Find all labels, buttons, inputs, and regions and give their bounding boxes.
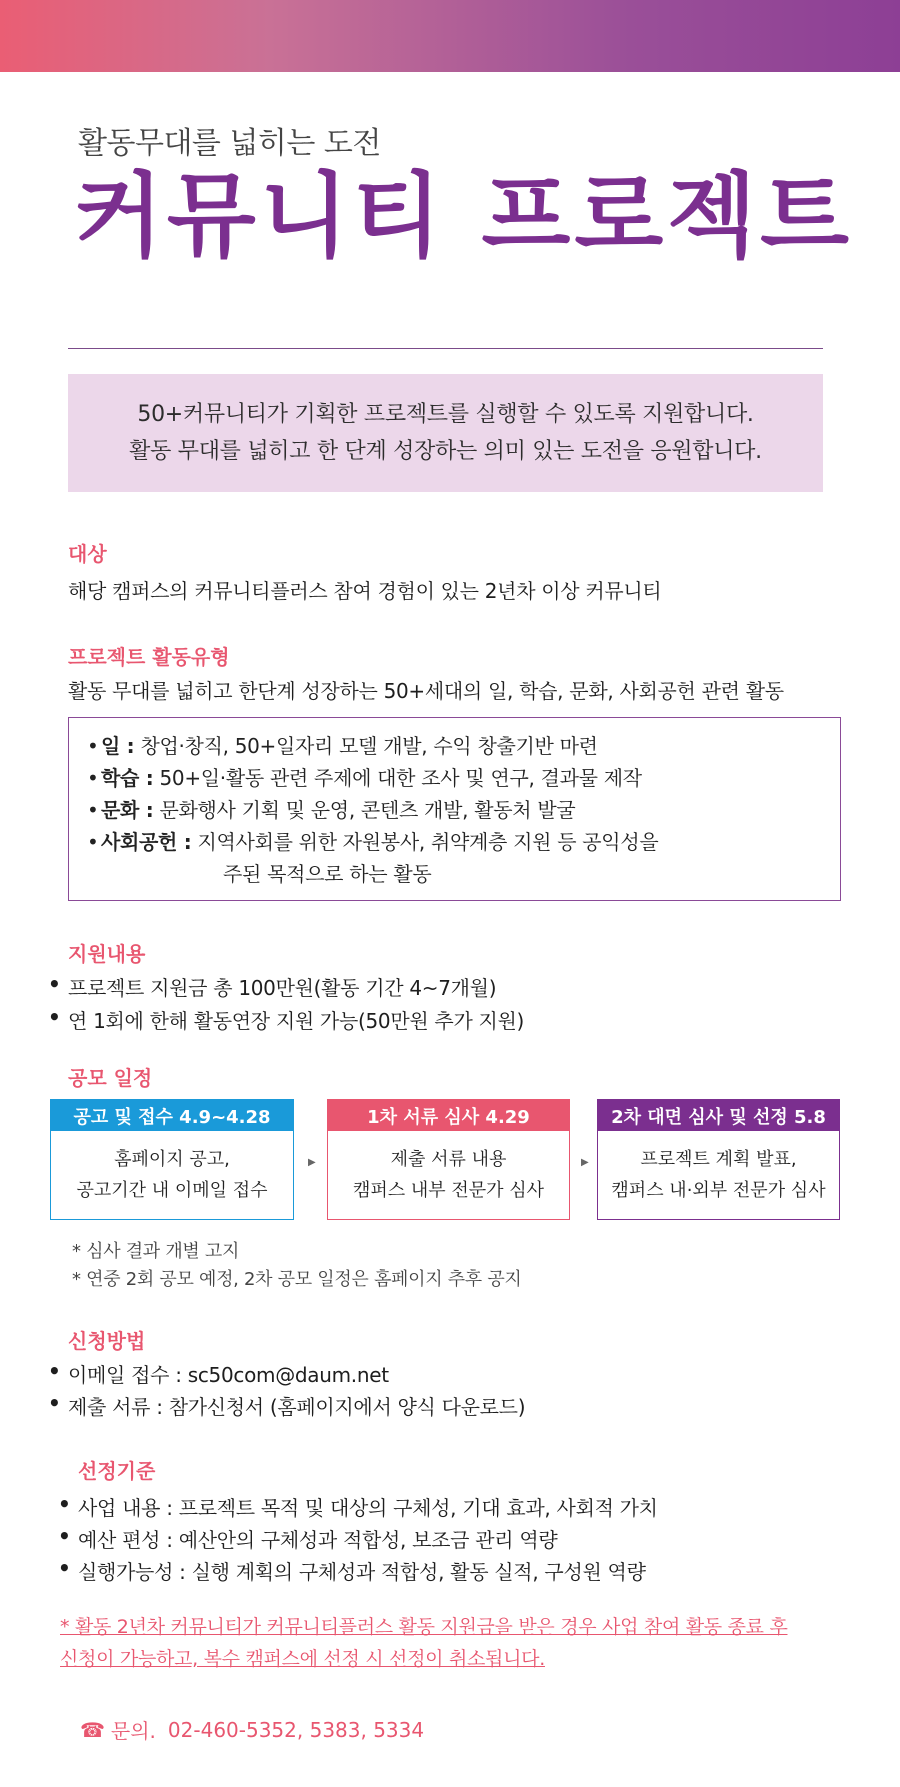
subtitle: 활동무대를 넓히는 도전 — [78, 126, 381, 161]
type-item-learning: • 학습 : 50+일·활동 관련 주제에 대한 조사 및 연구, 결과물 제작 — [87, 766, 642, 790]
warning-line-2: 신청이 가능하고, 복수 캠퍼스에 선정 시 선정이 취소됩니다. — [60, 1648, 545, 1670]
schedule-step-1 — [50, 1099, 294, 1220]
page-title: 커뮤니티 프로젝트 — [74, 163, 854, 270]
divider — [68, 348, 823, 349]
contact-label: 문의. — [110, 1719, 156, 1743]
phone-icon: ☎ — [80, 1717, 105, 1742]
step-line: 홈페이지 공고, — [114, 1149, 230, 1170]
arrow-right-icon: ▶ — [308, 1157, 316, 1168]
schedule-step-2 — [327, 1099, 570, 1220]
criteria-heading: 선정기준 — [78, 1459, 156, 1483]
intro-line-2: 활동 무대를 넓히고 한 단계 성장하는 의미 있는 도전을 응원합니다. — [129, 439, 762, 464]
intro-box — [68, 374, 823, 492]
step-title: 2차 대면 심사 및 선정 5.8 — [598, 1100, 839, 1131]
support-heading: 지원내용 — [68, 942, 146, 966]
type-item-social: • 사회공헌 : 지역사회를 위한 자원봉사, 취약계층 지원 등 공익성을 — [87, 830, 659, 854]
list-item: • 사업 내용 : 프로젝트 목적 및 대상의 구체성, 기대 효과, 사회적 가치 — [58, 1492, 658, 1520]
type-item-culture: • 문화 : 문화행사 기획 및 운영, 콘텐츠 개발, 활동처 발굴 — [87, 798, 576, 822]
contact — [80, 1715, 424, 1744]
activity-types-box — [68, 717, 841, 901]
list-item: • 실행가능성 : 실행 계획의 구체성과 적합성, 활동 실적, 구성원 역량 — [58, 1556, 646, 1584]
top-gradient-bar — [0, 0, 900, 72]
type-item-social-continued: 주된 목적으로 하는 활동 — [223, 862, 432, 886]
types-text: 활동 무대를 넓히고 한단계 성장하는 50+세대의 일, 학습, 문화, 사회공헌 관련 활동 — [68, 679, 784, 703]
type-item-work: • 일 : 창업·창직, 50+일자리 모델 개발, 수익 창출기반 마련 — [87, 734, 598, 758]
schedule-note: * 심사 결과 개별 고지 — [72, 1241, 240, 1262]
apply-heading: 신청방법 — [68, 1329, 146, 1353]
list-item: • 연 1회에 한해 활동연장 지원 가능(50만원 추가 지원) — [48, 1005, 525, 1033]
step-line: 캠퍼스 내·외부 전문가 심사 — [611, 1180, 826, 1201]
list-item: • 예산 편성 : 예산안의 구체성과 적합성, 보조금 관리 역량 — [58, 1524, 558, 1552]
list-item: • 이메일 접수 : sc50com@daum.net — [48, 1359, 389, 1387]
schedule-heading: 공모 일정 — [68, 1066, 153, 1090]
step-line: 공고기간 내 이메일 접수 — [76, 1180, 268, 1201]
arrow-right-icon: ▶ — [581, 1157, 589, 1168]
step-title: 1차 서류 심사 4.29 — [328, 1100, 569, 1131]
step-title: 공고 및 접수 4.9~4.28 — [51, 1100, 293, 1131]
list-item: • 프로젝트 지원금 총 100만원(활동 기간 4~7개월) — [48, 972, 497, 1000]
step-line: 제출 서류 내용 — [390, 1149, 507, 1170]
step-line: 캠퍼스 내부 전문가 심사 — [352, 1180, 545, 1201]
schedule-step-3 — [597, 1099, 840, 1220]
warning-line-1: * 활동 2년차 커뮤니티가 커뮤니티플러스 활동 지원금을 받은 경우 사업 참여 활동 종료 후 — [60, 1616, 788, 1638]
target-text: 해당 캠퍼스의 커뮤니티플러스 참여 경험이 있는 2년차 이상 커뮤니티 — [68, 579, 662, 603]
intro-line-1: 50+커뮤니티가 기획한 프로젝트를 실행할 수 있도록 지원합니다. — [137, 402, 754, 427]
schedule-note: * 연중 2회 공모 예정, 2차 공모 일정은 홈페이지 추후 공지 — [72, 1269, 522, 1290]
types-heading: 프로젝트 활동유형 — [68, 645, 230, 669]
list-item: • 제출 서류 : 참가신청서 (홈페이지에서 양식 다운로드) — [48, 1391, 526, 1419]
step-line: 프로젝트 계획 발표, — [640, 1149, 797, 1170]
target-heading: 대상 — [68, 542, 107, 566]
contact-numbers: 02-460-5352, 5383, 5334 — [167, 1717, 425, 1742]
